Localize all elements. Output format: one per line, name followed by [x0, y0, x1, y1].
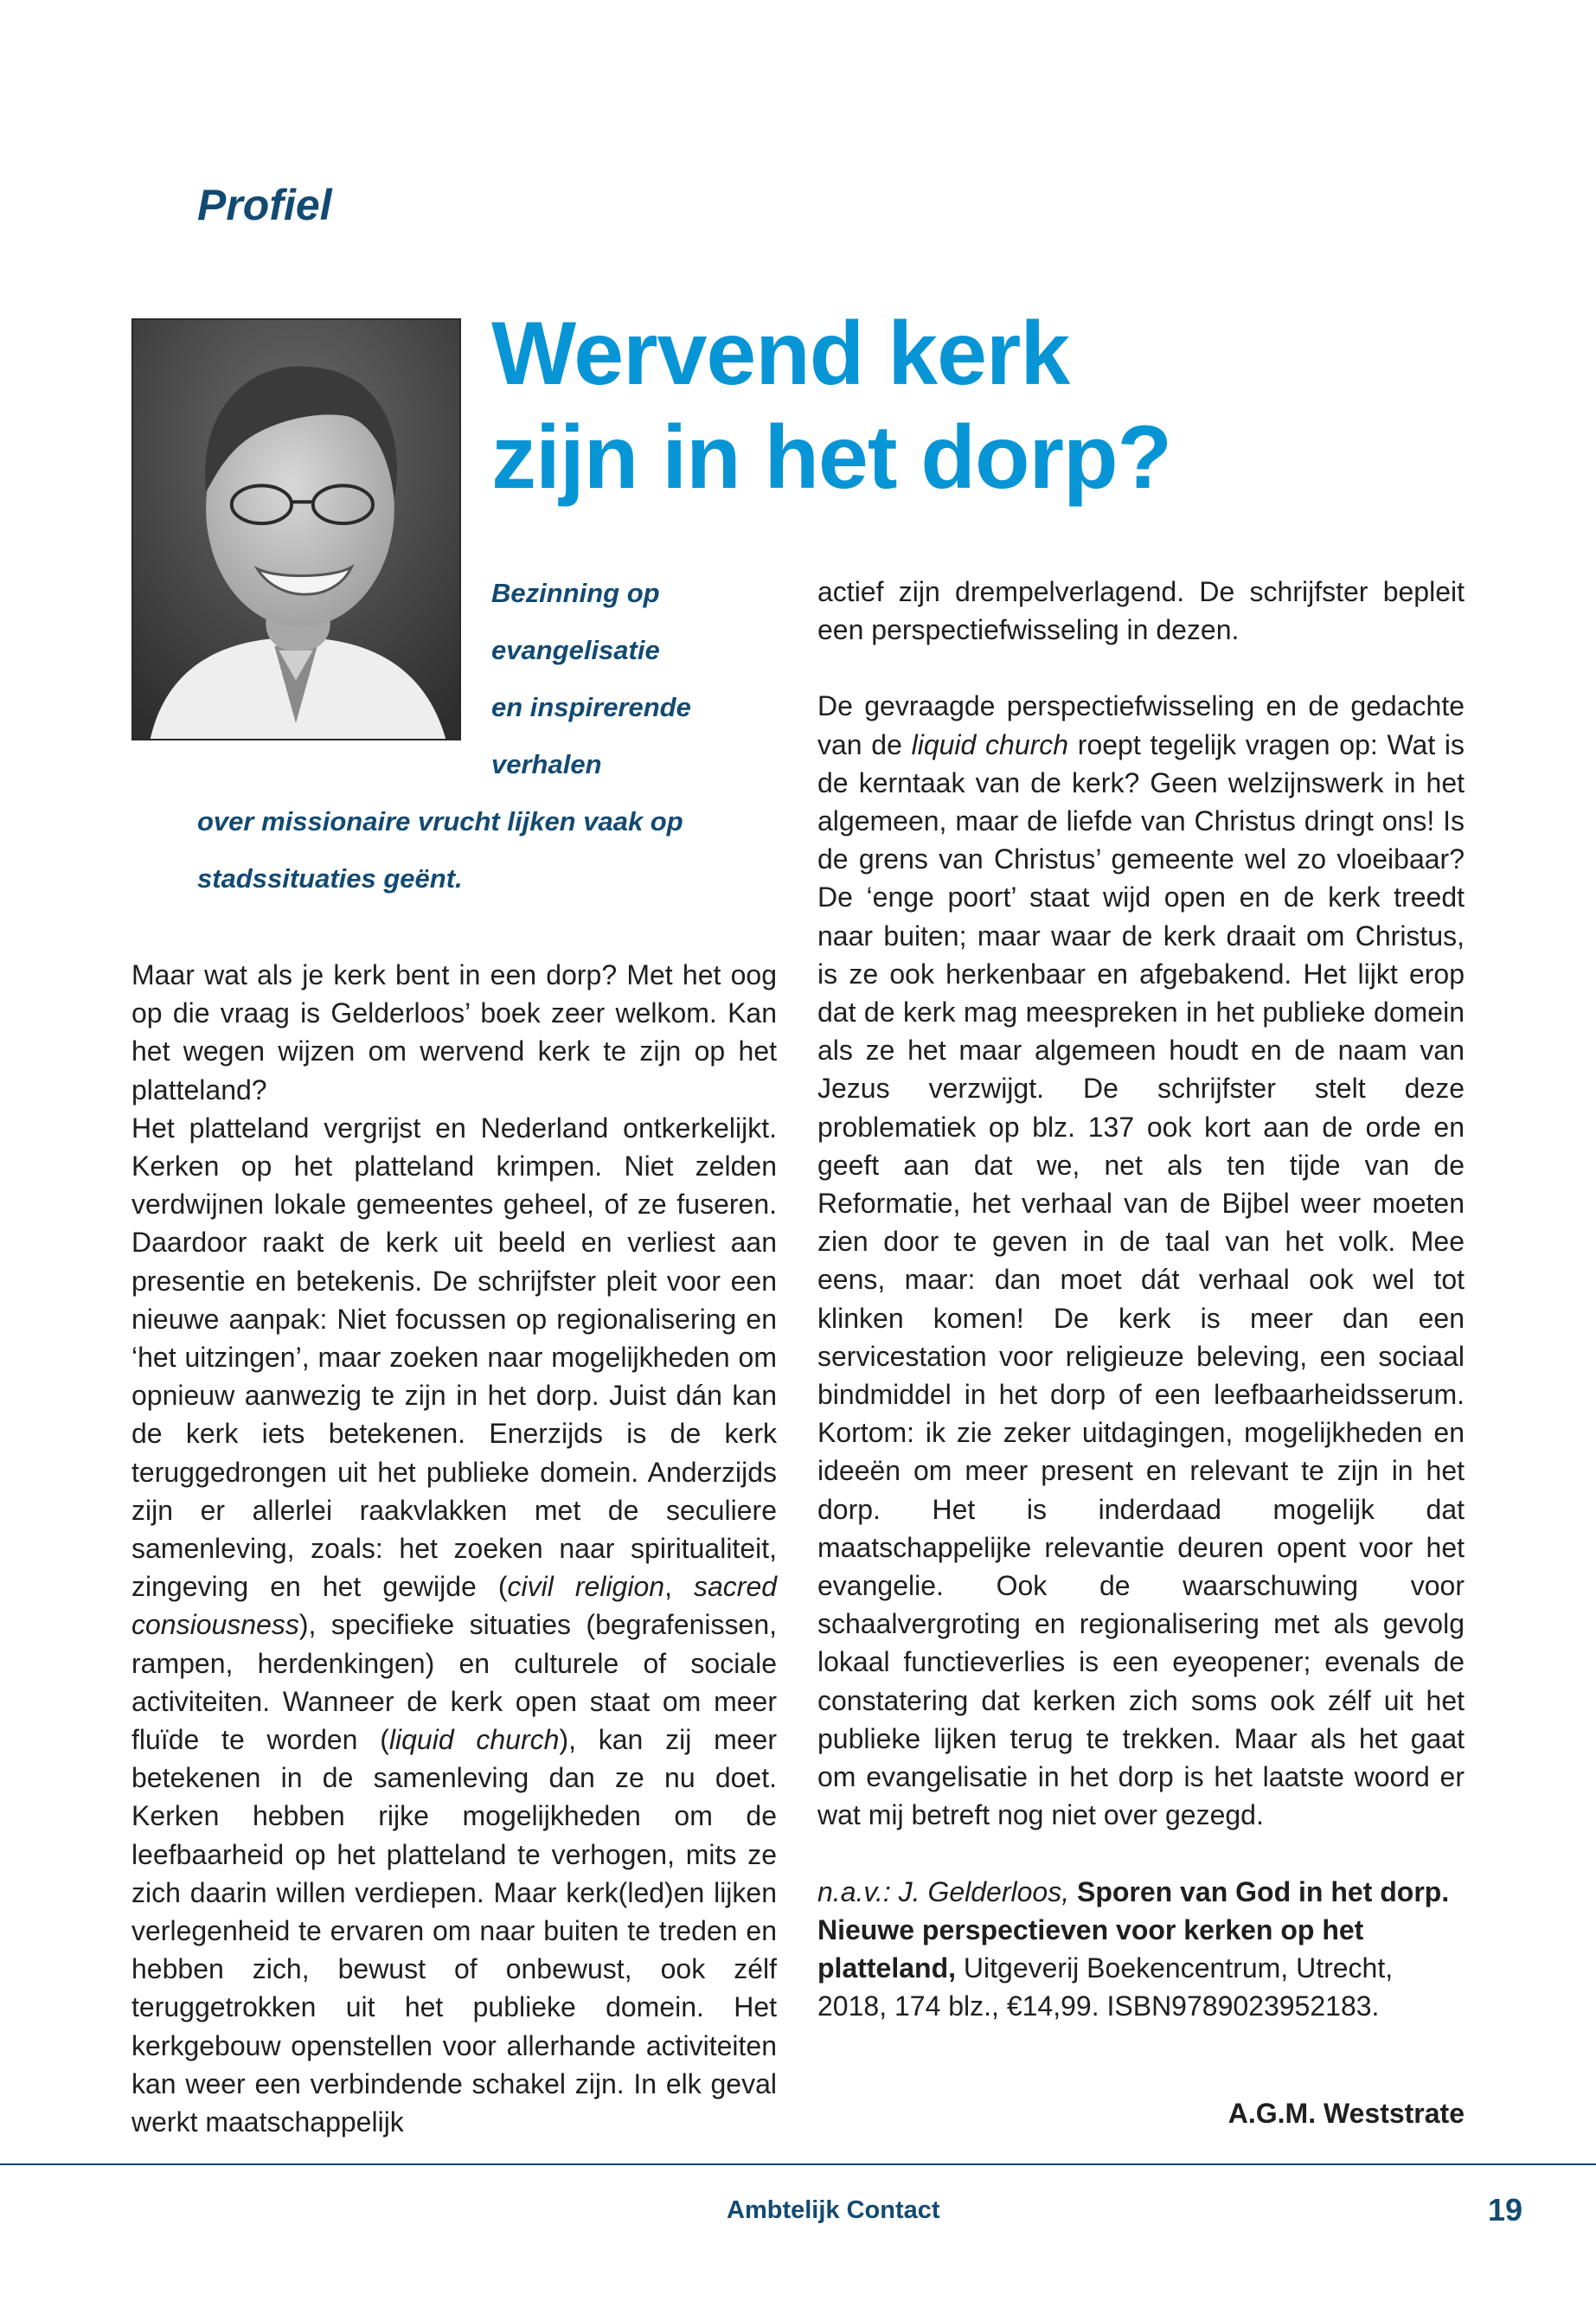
section-label: Profiel [197, 181, 332, 229]
book-details: Uitgeverij Boekencentrum, Utrecht, 2018, 174 blz., €14,99. ISBN9789023952183. [817, 1952, 1394, 2022]
text-run: Het platteland vergrijst en Nederland ontkerkelijkt. Kerken op het platteland krimpen. Niet zelden verdwijnen lokale gemeentes geheel, of ze fuseren. Daardoor raakt de kerk uit beeld en verliest aan presentie en betekenis. De schrijfster pleit voor een nieuwe aanpak: Niet focussen op regionalisering en ‘het uitzingen’, maar zoeken naar mogelijkheden om opnieuw aanwezig te zijn in het dorp. Juist dán kan de kerk iets betekenen. Enerzijds is de kerk teruggedrongen uit het publieke domein. Anderzijds zijn er allerlei raakvlakken met de seculiere samenleving, zoals: het zoeken naar spiritualiteit, zingeving en het gewijde ( [131, 1112, 777, 1603]
article-title [491, 303, 1529, 510]
title-line-1: Wervend kerk [491, 304, 1070, 404]
page-number: 19 [1488, 2192, 1523, 2227]
text-run: ), kan zij meer betekenen in de samenleving dan ze nu doet. Kerken hebben rijke mogelijkheden om de leefbaarheid op het platteland te verhogen, mits ze zich daarin willen verdiepen. Maar kerk(led)en lijken verlegenheid te ervaren om naar buiten te treden en hebben zich, bewust of onbewust, ook zélf teruggetrokken uit het publieke domein. Het kerkgebouw openstellen voor allerhande activiteiten kan weer een verbindende schakel zijn. In elk geval werkt maatschappelijk [131, 1724, 778, 2138]
book-reference [817, 1873, 1465, 2026]
intro-line: verhalen [491, 749, 602, 779]
publication-name: Ambtelijk Contact [727, 2196, 940, 2224]
emphasis-text: liquid church [911, 728, 1069, 760]
emphasis-text: civil religion [507, 1571, 665, 1603]
body-paragraph: Maar wat als je kerk bent in een dorp? Met het oog op die vraag is Gelderloos’ boek zeer welkom. Kan het wegen wijzen om wervend kerk te zijn op het platteland? [131, 959, 777, 1106]
footer-divider [0, 2163, 1596, 2165]
portrait-illustration [133, 320, 459, 739]
intro-line: en inspirerende [491, 692, 691, 722]
author-signature: A.G.M. Weststrate [1227, 2098, 1465, 2129]
body-column-right [817, 573, 1465, 2025]
intro-line: over missionaire vrucht lijken vaak op [197, 806, 683, 836]
intro-line: evangelisatie [491, 635, 660, 665]
intro-line: stadssituaties geënt. [197, 863, 463, 894]
body-paragraph [131, 1109, 777, 2141]
emphasis-text: liquid church [388, 1724, 560, 1756]
text-run: De gevraagde perspectiefwisseling en de gedachte van de [817, 690, 1465, 760]
text-run: ), specifieke situaties (begrafenissen, rampen, herdenkingen) en culturele of sociale activiteiten. Wanneer de kerk open staat om meer fluïde te worden ( [131, 1609, 777, 1756]
title-line-2: zijn in het dorp? [491, 407, 1172, 508]
intro-line: Bezinning op [491, 578, 660, 608]
book-title: Sporen van God in het dorp. Nieuwe perspectieven voor kerken op het platteland, [817, 1875, 1450, 1984]
author-portrait-photo [131, 318, 461, 740]
body-column-left [131, 956, 777, 2141]
text-run: roept tegelijk vragen op: Wat is de kerntaak van de kerk? Geen welzijnswerk in het algemeen, maar de liefde van Christus dringt ons! Is de grens van Christus’ gemeente wel zo vloeibaar? De ‘enge poort’ staat wijd open en de kerk treedt naar buiten; maar waar de kerk draait om Christus, is ze ook herkenbaar en afgebakend. Het lijkt erop dat de kerk mag meespreken in het publieke domein als ze het maar algemeen houdt en de naam van Jezus verzwijgt. De schrijfster stelt deze problematiek op blz. 137 ook kort aan de orde en geeft aan dat we, net als ten tijde van de Reformatie, het verhaal van de Bijbel weer moeten zien door te geven in de taal van het volk. Mee eens, maar: dan moet dát verhaal ook wel tot klinken komen! De kerk is meer dan een servicestation voor religieuze beleving, een sociaal bindmiddel in het dorp of een leefbaarheidsserum. Kortom: ik zie zeker uitdagingen, mogelijkheden en ideeën om meer present en relevant te zijn in het dorp. Het is inderdaad mogelijk dat maatschappelijke relevantie deuren opent voor het evangelie. Ook de waarschuwing voor schaalvergroting en regionalisering met als gevolg lokaal functieverlies is een eyeopener; evenals de constatering dat kerken zich soms ook zélf uit het publieke lijken terug te trekken. Maar als het gaat om evangelisatie in het dorp is het laatste woord er wat mij betreft nog niet over gezegd. [817, 728, 1465, 1831]
text-run: , [664, 1571, 694, 1603]
emphasis-text: sacred consiousness [131, 1571, 778, 1641]
body-paragraph [817, 687, 1465, 1834]
body-paragraph: actief zijn drempelverlagend. De schrijfster bepleit een perspectiefwisseling in dezen. [817, 576, 1465, 646]
reference-prefix: n.a.v.: J. Gelderloos, [817, 1875, 1070, 1907]
intro-lead-right [491, 565, 785, 793]
intro-lead-wide [197, 793, 803, 907]
